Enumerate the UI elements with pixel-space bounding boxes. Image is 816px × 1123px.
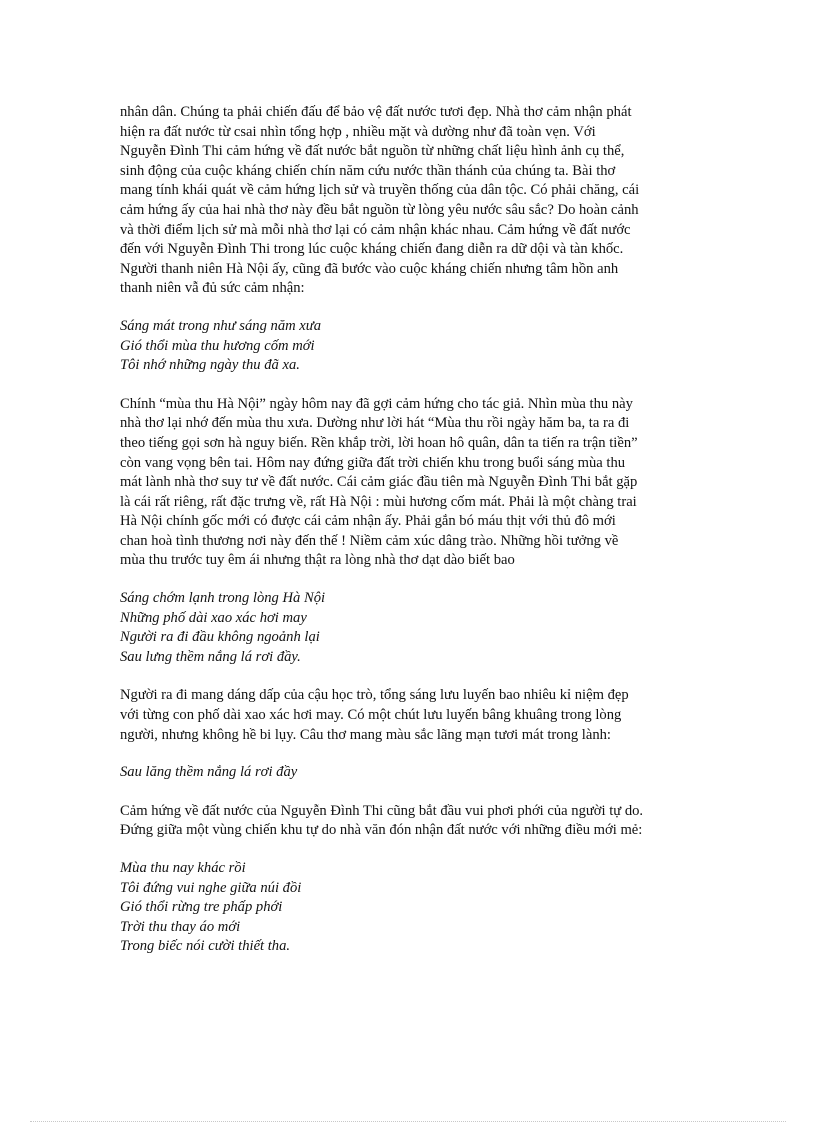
poem-line: Sáng chớm lạnh trong lòng Hà Nội xyxy=(120,590,326,607)
paragraph-line: sinh động của cuộc kháng chiến chín năm cứu nước thần thánh của chúng ta. Bài thơ xyxy=(120,162,616,179)
paragraph-line: còn vang vọng bên tai. Hôm nay đứng giữa đất trời chiến khu trong buổi sáng mùa thu xyxy=(120,454,626,471)
poem-line: Sáng mát trong như sáng năm xưa xyxy=(120,317,322,334)
paragraph-line: mát lành nhà thơ suy tư về đất nước. Cái cảm giác đầu tiên mà Nguyễn Đình Thi bắt gặp xyxy=(120,474,638,491)
paragraph-line: cảm hứng ấy của hai nhà thơ này đều bắt nguồn từ lòng yêu nước sâu sắc? Do hoàn cảnh xyxy=(120,201,639,218)
poem-stanza xyxy=(120,763,700,783)
poem-line: Gió thổi rừng tre phấp phới xyxy=(120,899,283,916)
paragraph-line: Người ra đi mang dáng dấp của cậu học trò, tổng sáng lưu luyến bao nhiêu kỉ niệm đẹp xyxy=(120,687,629,704)
poem-line: Gió thổi mùa thu hương cốm mới xyxy=(120,337,315,354)
poem-line: Người ra đi đầu không ngoảnh lại xyxy=(120,629,320,646)
poem-line: Sau lưng thềm nắng lá rơi đầy. xyxy=(120,648,301,665)
paragraph xyxy=(120,802,700,841)
document-page xyxy=(120,103,700,957)
paragraph-line: người, nhưng không hề bi lụy. Câu thơ mang màu sắc lãng mạn tươi mát trong lành: xyxy=(120,726,611,743)
paragraph-line: thanh niên vẫ đủ sức cảm nhận: xyxy=(120,280,305,297)
paragraph-line: Hà Nội chính gốc mới có được cái cảm nhận ấy. Phải gắn bó máu thịt với thủ đô mới xyxy=(120,513,616,530)
poem-line: Mùa thu nay khác rồi xyxy=(120,860,246,876)
paragraph-line: Người thanh niên Hà Nội ấy, cũng đã bước vào cuộc kháng chiến nhưng tâm hồn anh xyxy=(120,260,619,277)
poem-line: Sau lăng thềm nắng lá rơi đầy xyxy=(120,764,298,781)
paragraph-line: với từng con phố dài xao xác hơi may. Có một chút lưu luyến bâng khuâng trong lòng xyxy=(120,707,622,724)
paragraph-line: Chính “mùa thu Hà Nội” ngày hôm nay đã gợi cảm hứng cho tác giả. Nhìn mùa thu này xyxy=(120,395,633,412)
paragraph-line: mang tính khái quát về cảm hứng lịch sử và truyền thống của dân tộc. Có phải chăng, cái xyxy=(120,182,640,199)
paragraph-line: Nguyễn Đình Thi cảm hứng về đất nước bắt nguồn từ những chất liệu hình ảnh cụ thể, xyxy=(120,143,625,160)
paragraph-line: là cái rất riêng, rất đặc trưng về, rất Hà Nội : mùi hương cốm mát. Phải là một chàng trai xyxy=(120,493,637,510)
poem-stanza xyxy=(120,317,700,376)
poem-line: Những phố dài xao xác hơi may xyxy=(120,609,307,626)
paragraph xyxy=(120,686,700,745)
paragraph-line: chan hoà tình thương nơi này đến thế ! Niềm cảm xúc dâng trào. Những hồi tưởng về xyxy=(120,532,619,549)
paragraph xyxy=(120,103,700,299)
poem-stanza xyxy=(120,589,700,667)
paragraph-line: mùa thu trước tuy êm ái nhưng thật ra lòng nhà thơ dạt dào biết bao xyxy=(120,552,515,569)
poem-line: Tôi đứng vui nghe giữa núi đồi xyxy=(120,879,302,896)
paragraph-line: nhà thơ lại nhớ đến mùa thu xưa. Dường như lời hát “Mùa thu rồi ngày hăm ba, ta ra đi xyxy=(120,415,630,432)
paragraph xyxy=(120,395,700,571)
paragraph-line: theo tiếng gọi sơn hà nguy biến. Rền khắp trời, lời hoan hô quân, dân ta tiến ra trận tiền” xyxy=(120,434,638,451)
poem-line: Trời thu thay áo mới xyxy=(120,918,241,935)
paragraph-line: đến với Nguyễn Đình Thi trong lúc cuộc kháng chiến đang diễn ra dữ dội và tàn khốc. xyxy=(120,241,624,258)
paragraph-line: Cảm hứng về đất nước của Nguyễn Đình Thi cũng bắt đầu vui phơi phới của người tự do. xyxy=(120,802,644,819)
paragraph-line: Đứng giữa một vùng chiến khu tự do nhà văn đón nhận đất nước với những điều mới mẻ: xyxy=(120,822,643,839)
paragraph-line: và thời điểm lịch sử mà mỗi nhà thơ lại có cảm nhận khác nhau. Cảm hứng về đất nước xyxy=(120,221,631,238)
page-bottom-divider xyxy=(30,1121,786,1122)
poem-stanza xyxy=(120,859,700,957)
paragraph-line: nhân dân. Chúng ta phải chiến đấu để bảo vệ đất nước tươi đẹp. Nhà thơ cảm nhận phát xyxy=(120,104,632,120)
poem-line: Tôi nhớ những ngày thu đã xa. xyxy=(120,357,300,374)
poem-line: Trong biếc nói cười thiết tha. xyxy=(120,938,291,955)
paragraph-line: hiện ra đất nước từ csai nhìn tổng hợp , nhiều mặt và dường như đã toàn vẹn. Với xyxy=(120,123,596,140)
